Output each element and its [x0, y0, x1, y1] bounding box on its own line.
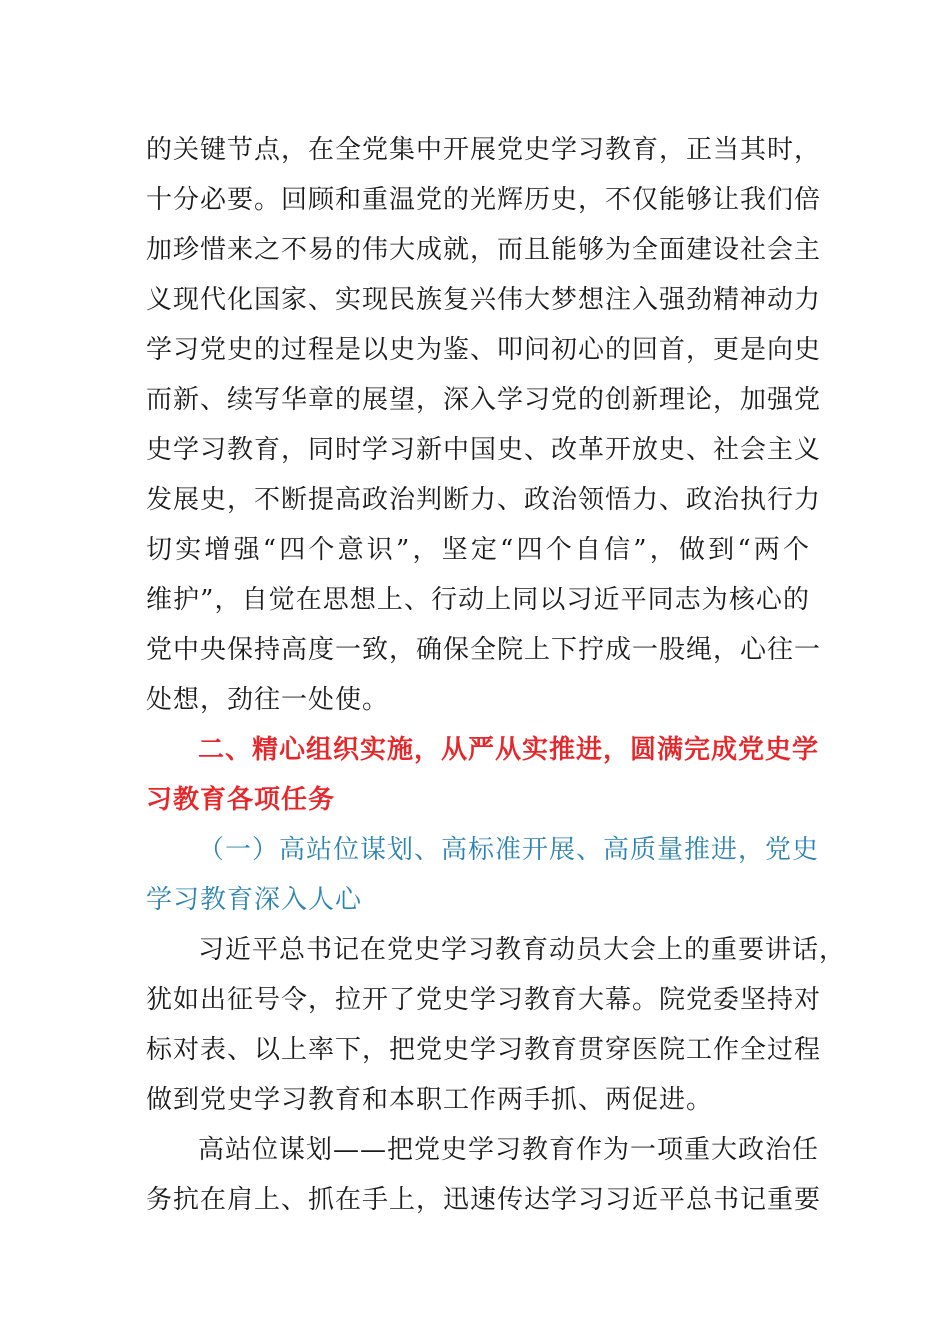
text-line: 维护”，自觉在思想上、行动上同以习近平同志为核心的 [146, 585, 810, 615]
body-paragraph [146, 925, 847, 1125]
text-line: 高站位谋划——把党史学习教育作为一项重大政治任 [198, 1135, 820, 1165]
text-line: 习近平总书记在党史学习教育动员大会上的重要讲话， [198, 935, 847, 965]
text-line: 做到党史学习教育和本职工作两手抓、两促进。 [146, 1085, 714, 1115]
heading-line: 二、精心组织实施，从严从实推进，圆满完成党史学 [198, 735, 820, 765]
section-heading [146, 725, 820, 825]
text-line: 标对表、以上率下，把党史学习教育贯穿医院工作全过程 [146, 1035, 822, 1065]
heading-line: （一）高站位谋划、高标准开展、高质量推进，党史 [198, 835, 820, 865]
text-line: 十分必要。回顾和重温党的光辉历史，不仅能够让我们倍 [146, 185, 822, 215]
text-line: 义现代化国家、实现民族复兴伟大梦想注入强劲精神动力 [146, 285, 822, 315]
subsection-heading [146, 825, 820, 925]
text-line: 史学习教育，同时学习新中国史、改革开放史、社会主义 [146, 435, 822, 465]
text-line: 加珍惜来之不易的伟大成就，而且能够为全面建设社会主 [146, 235, 822, 265]
text-line: 切实增强“四个意识”，坚定“四个自信”，做到“两个 [146, 535, 810, 565]
heading-line: 习教育各项任务 [146, 785, 336, 815]
text-line: 发展史，不断提高政治判断力、政治领悟力、政治执行力 [146, 485, 822, 515]
text-line: 的关键节点，在全党集中开展党史学习教育，正当其时， [146, 135, 822, 165]
text-line: 而新、续写华章的展望，深入学习党的创新理论，加强党 [146, 385, 822, 415]
text-line: 务抗在肩上、抓在手上，迅速传达学习习近平总书记重要 [146, 1185, 822, 1215]
text-line: 党中央保持高度一致，确保全院上下拧成一股绳，心往一 [146, 635, 822, 665]
paragraph-continuation [146, 125, 822, 725]
text-line: 犹如出征号令，拉开了党史学习教育大幕。院党委坚持对 [146, 985, 822, 1015]
heading-line: 学习教育深入人心 [146, 885, 363, 915]
body-paragraph [146, 1125, 822, 1225]
document-body [146, 125, 847, 1225]
text-line: 学习党史的过程是以史为鉴、叩问初心的回首，更是向史 [146, 335, 822, 365]
text-line: 处想，劲往一处使。 [146, 685, 390, 715]
